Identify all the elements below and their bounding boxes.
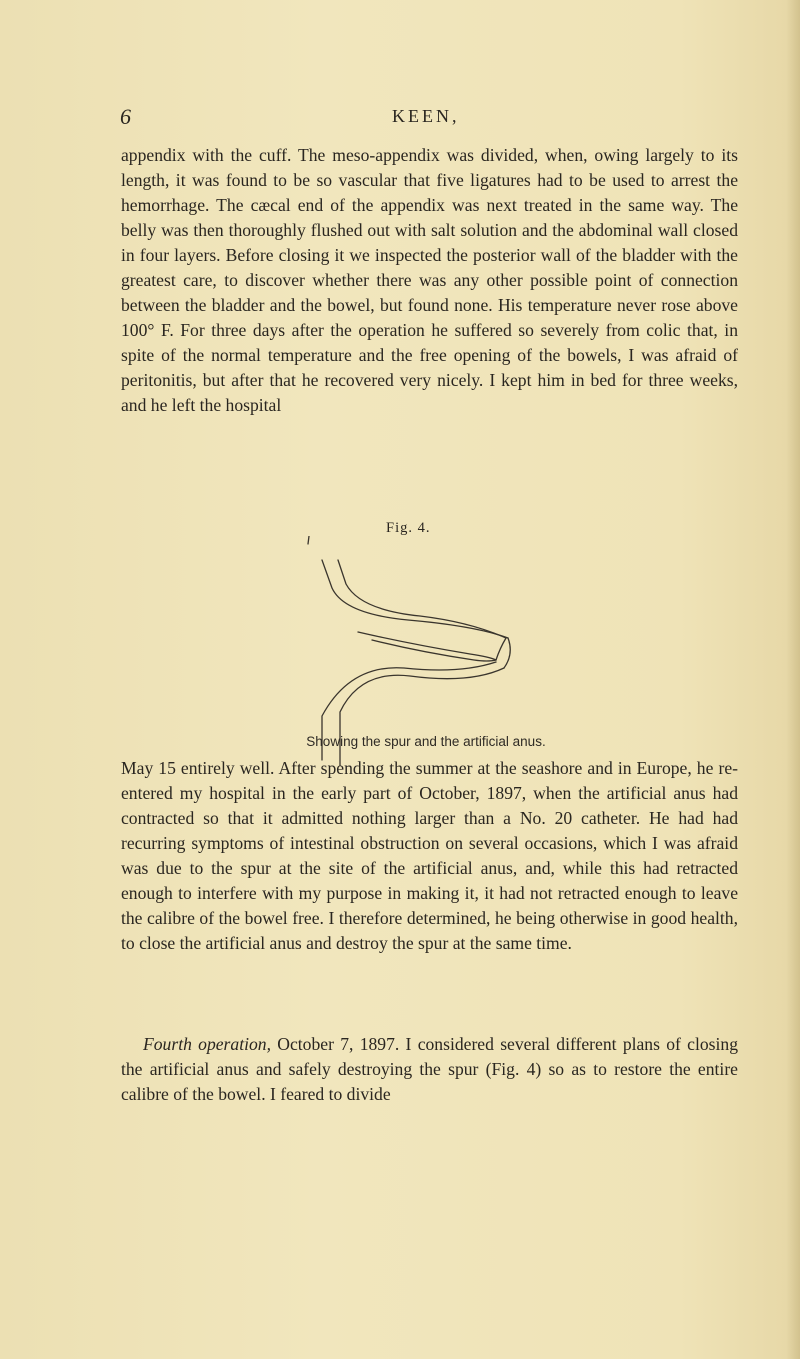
paragraph-2: [121, 756, 738, 956]
figure-4-diagram: [300, 536, 540, 766]
diagram-inner-upper-line: [338, 560, 506, 638]
diagram-spur-lower: [372, 640, 496, 661]
diagram-outer-upper-line: [322, 560, 508, 638]
figure-label: Fig. 4.: [386, 520, 431, 536]
diagram-anus-loop: [504, 638, 510, 668]
paragraph-2-text: May 15 entirely well. After spending the summer at the seashore and in Europe, he re-entered my hospital in the early part of October, 1897, when the artificial anus had contracted so that it admitted nothing larger than a No. 20 catheter. He had had recurring symptoms of intestinal obstruction on several occasions, which I was afraid was due to the spur at the site of the artificial anus, and, while this had retracted enough to interfere with my purpose in making it, it had not retracted enough to leave the calibre of the bowel free. I therefore determined, he being otherwise in good health, to close the artificial anus and destroy the spur at the same time.: [121, 758, 738, 953]
page-number: 6: [120, 104, 131, 129]
diagram-anus-inner: [496, 638, 506, 660]
paragraph-3-body: October 7, 1897. I considered several different plans of closing the artificial anus and safely destroying the spur (Fig. 4) so as to restore the entire calibre of the bowel. I feared to divide: [121, 1034, 738, 1104]
paragraph-1: [121, 143, 738, 418]
paragraph-3: [121, 1032, 738, 1107]
paragraph-1-text: appendix with the cuff. The meso-appendix was divided, when, owing largely to its length, it was found to be so vascular that five ligatures had to be used to arrest the hemorrhage. The cæcal end of the appendix was next treated in the same way. The belly was then thoroughly flushed out with salt solution and the abdominal wall closed in four layers. Before closing it we inspected the posterior wall of the bladder with the greatest care, to discover whether there was any other possible point of connection between the bladder and the bowel, but found none. His temperature never rose above 100° F. For three days after the operation he suffered so severely from colic that, in spite of the normal temperature and the free opening of the bowels, I was afraid of peritonitis, but after that he recovered very nicely. I kept him in bed for three weeks, and he left the hospital: [121, 145, 738, 415]
page-edge-shadow: [786, 0, 800, 1359]
diagram-spur-upper: [358, 632, 496, 660]
diagram-tick: [308, 536, 309, 544]
running-head: [120, 104, 740, 134]
running-title: KEEN,: [392, 106, 460, 126]
paragraph-3-text: [121, 1032, 738, 1107]
diagram-outer-lower-line: [340, 668, 504, 766]
figure-caption: Showing the spur and the artificial anus.: [306, 734, 546, 749]
paragraph-3-italic-lead: Fourth operation,: [143, 1034, 271, 1054]
